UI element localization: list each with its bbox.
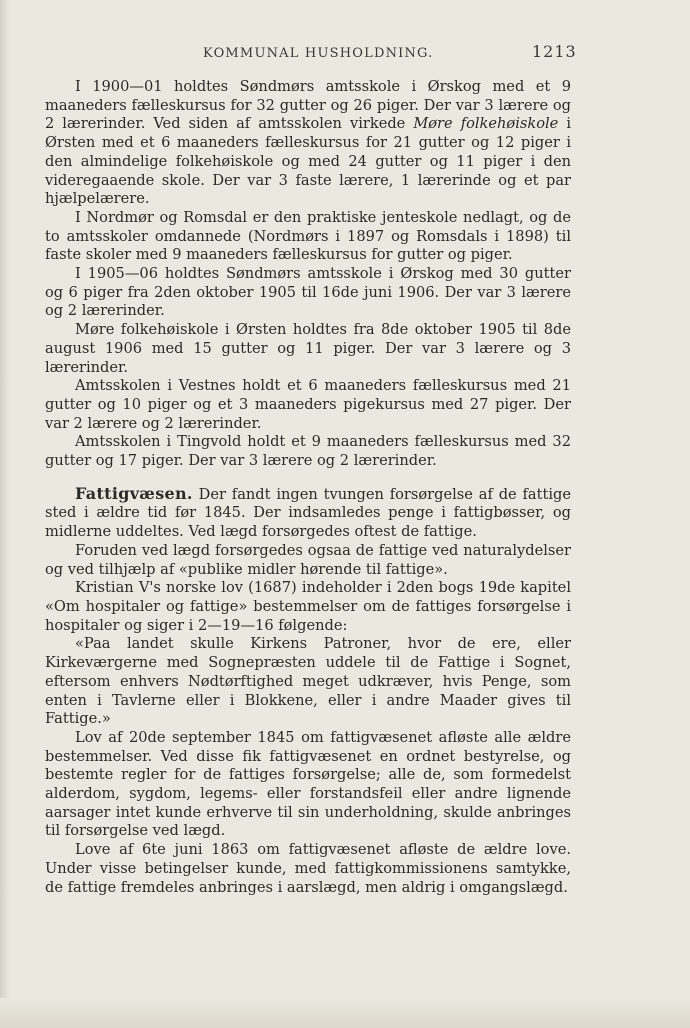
page-number: 1213 (532, 42, 577, 61)
body-text (45, 78, 571, 897)
paragraph-vestnes: Amtsskolen i Vestnes holdt et 6 maaneders fælleskursus med 21 gutter og 10 piger og et 3 maaneders pigekursus med 27 piger. Der var 2 lærere og 2 lærerinder. (45, 377, 571, 432)
paragraph-more-folkehoiskole: Møre folkehøiskole i Ørsten holdtes fra 8de oktober 1905 til 8de august 1906 med 15 gutter og 11 piger. Der var 3 lærere og 3 lærerinder. (45, 321, 571, 376)
page-edge-left (0, 0, 10, 1028)
page-edge-bottom (0, 998, 690, 1028)
paragraph-text: I 1900—01 holdtes Søndmørs amtsskole i Ørskog med et 9 maaneders fælleskursus for 32 gutter og 26 piger. Der var 3 lærere og 2 lærerinder. Ved siden af amtsskolen virkede (45, 78, 571, 133)
paragraph-quotation: «Paa landet skulle Kirkens Patroner, hvor de ere, eller Kirkeværgerne med Sognepræsten uddele til de Fattige i Sognet, eftersom enhvers Nødtørftighed meget udkræver, hvis Penge, som enten i Tavlerne eller i Blokkene, eller i andre Maader gives til Fattige.» (45, 635, 571, 728)
page-header (0, 42, 690, 66)
paragraph-text: i Ørsten med et 6 maaneders fælleskursus for 21 gutter og 12 piger i den almindelige folkehøiskole og med 24 gutter og 11 piger i den videregaaende skole. Der var 3 faste lærere, 1 lærerinde og et par hjælpelærere. (45, 115, 571, 208)
paragraph-text: Der fandt ingen tvungen forsørgelse af de fattige sted i ældre tid før 1845. Der indsamledes penge i fattigbøsser, og midlerne uddeltes. Ved lægd forsørgedes oftest de fattige. (45, 485, 571, 541)
paragraph-kristian-v: Kristian V's norske lov (1687) indeholder i 2den bogs 19de kapitel «Om hospitaler og fattige» bestemmelser om de fattiges forsørgelse i hospitaler og siger i 2—19—16 følgende: (45, 579, 571, 634)
paragraph-nordmor-romsdal: I Nordmør og Romsdal er den praktiske jenteskole nedlagt, og de to amtsskoler omdannede (Nordmørs i 1897 og Romsdals i 1898) til faste skoler med 9 maaneders fælleskursus for gutter og piger. (45, 208, 571, 264)
italic-school-name: Møre folkehøiskole (413, 115, 559, 133)
running-head: KOMMUNAL HUSHOLDNING. (203, 46, 434, 61)
paragraph-love-1863: Love af 6te juni 1863 om fattigvæsenet afløste de ældre love. Under visse betingelser kunde, med fattigkommissionens samtykke, de fattige fremdeles anbringes i aarslægd, men aldrig i omgangslægd. (45, 841, 571, 896)
paragraph-sondmor-1900 (45, 78, 571, 209)
section-heading: Fattigvæsen. (75, 483, 193, 503)
paragraph-tingvold: Amtsskolen i Tingvold holdt et 9 maaneders fælleskursus med 32 gutter og 17 piger. Der var 3 lærere og 2 lærerinder. (45, 433, 571, 470)
paragraph-sondmor-1905: I 1905—06 holdtes Søndmørs amtsskole i Ørskog med 30 gutter og 6 piger fra 2den oktober 1905 til 16de juni 1906. Der var 3 lærere og 2 lærerinder. (45, 265, 571, 320)
paragraph-fattigvaesen (45, 485, 571, 542)
paragraph-lov-1845: Lov af 20de september 1845 om fattigvæsenet afløste alle ældre bestemmelser. Ved disse fik fattigvæsenet en ordnet bestyrelse, og bestemte regler for de fattiges forsørgelse; alle de, som formedelst alderdom, sygdom, legems- eller forstandsfeil eller andre lignende aarsager intet kunde erhverve til sin underholdning, skulde anbringes til forsørgelse ved lægd. (45, 728, 571, 840)
paragraph-naturalydelser: Foruden ved lægd forsørgedes ogsaa de fattige ved naturalydelser og ved tilhjælp af «publike midler hørende til fattige». (45, 541, 571, 578)
